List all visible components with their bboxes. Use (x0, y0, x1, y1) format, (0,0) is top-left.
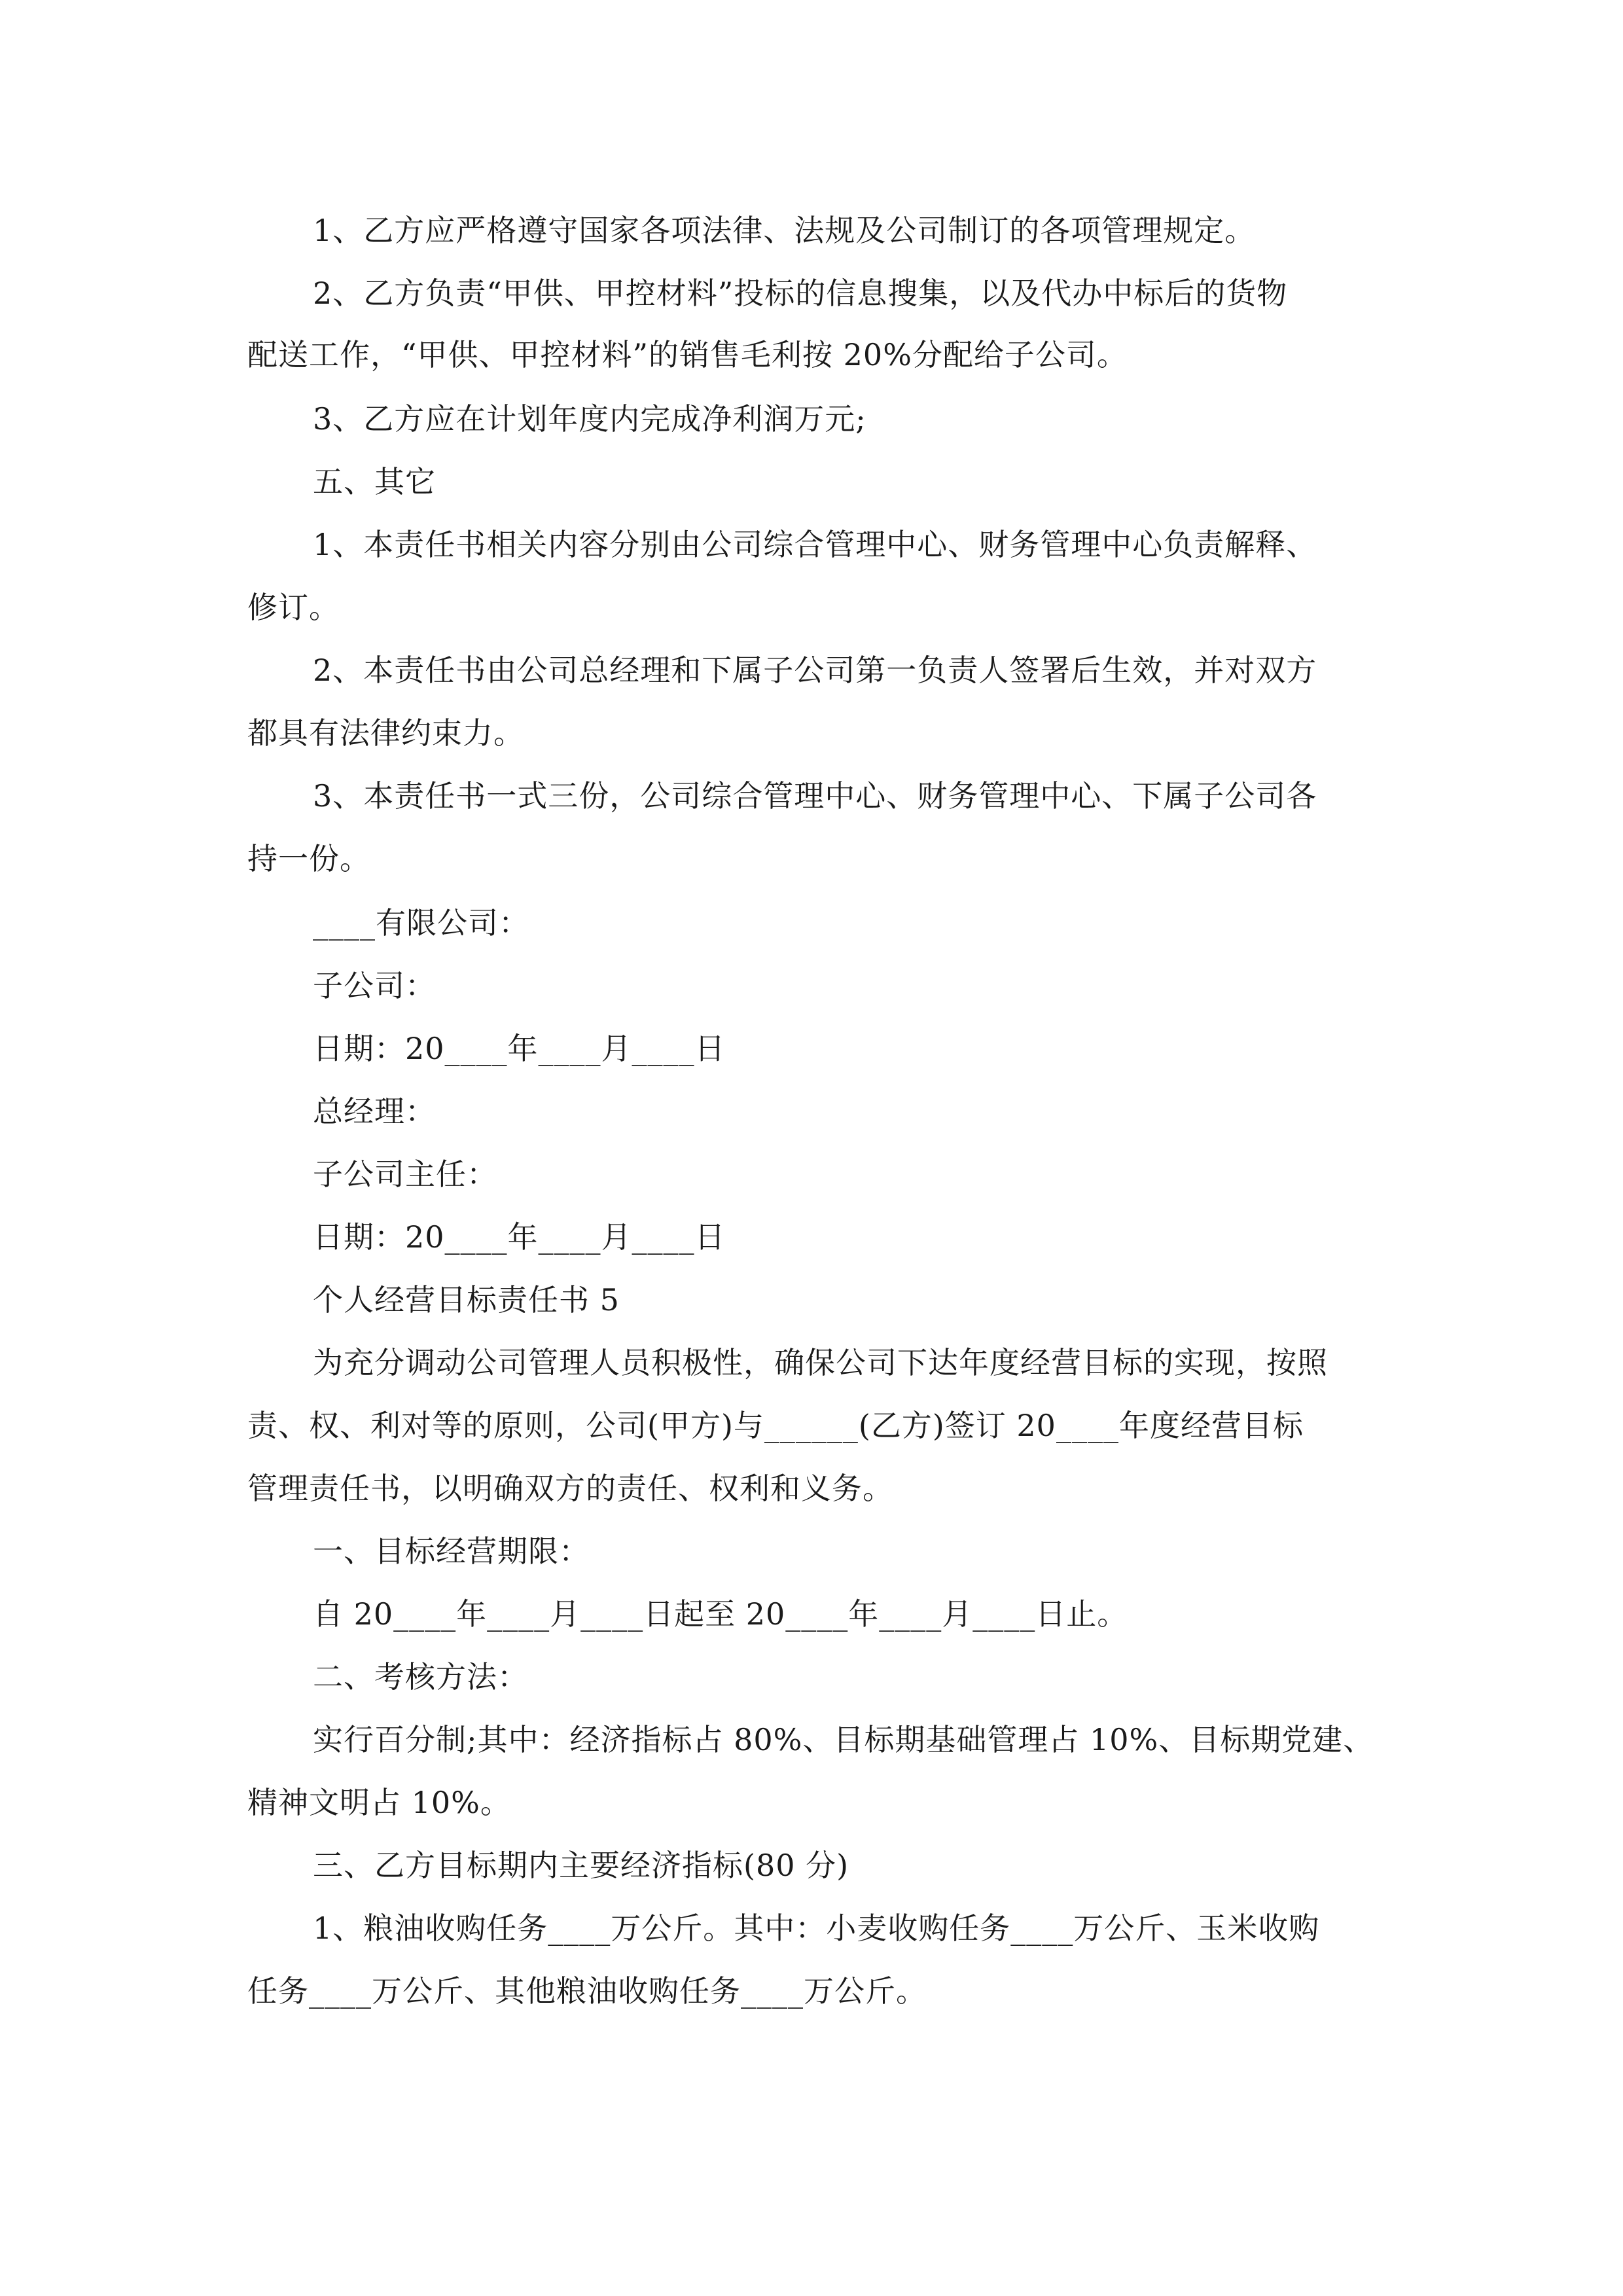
text-line: 管理责任书，以明确双方的责任、权利和义务。 (247, 1471, 893, 1506)
text-line: 3、本责任书一式三份，公司综合管理中心、财务管理中心、下属子公司各 (313, 778, 1317, 814)
text-line: 责、权、利对等的原则，公司(甲方)与______(乙方)签订 20____年度经营目标 (247, 1408, 1304, 1443)
signature-line: 子公司： (313, 968, 436, 1003)
text-line: 自 20____年____月____日起至 20____年____月____日止。 (313, 1596, 1128, 1632)
text-line: 3、乙方应在计划年度内完成净利润万元; (313, 401, 866, 437)
text-line: 修订。 (247, 590, 340, 625)
signature-line: 子公司主任： (313, 1157, 497, 1192)
text-line: 1、粮油收购任务____万公斤。其中：小麦收购任务____万公斤、玉米收购 (313, 1910, 1320, 1946)
text-line: 2、乙方负责“甲供、甲控材料”投标的信息搜集，以及代办中标后的货物 (313, 276, 1288, 311)
section-heading: 五、其它 (313, 464, 436, 499)
signature-line: 总经理： (313, 1094, 436, 1129)
document-title: 个人经营目标责任书 5 (313, 1282, 620, 1318)
text-line: 精神文明占 10%。 (247, 1785, 511, 1820)
text-line: 实行百分制;其中：经济指标占 80%、目标期基础管理占 10%、目标期党建、 (313, 1722, 1374, 1757)
text-line: 持一份。 (247, 841, 370, 876)
text-line: 1、乙方应严格遵守国家各项法律、法规及公司制订的各项管理规定。 (313, 213, 1256, 248)
date-line: 日期：20____年____月____日 (313, 1031, 726, 1066)
text-line: 1、本责任书相关内容分别由公司综合管理中心、财务管理中心负责解释、 (313, 527, 1317, 562)
text-line: 配送工作，“甲供、甲控材料”的销售毛利按 20%分配给子公司。 (247, 337, 1128, 372)
text-line: 任务____万公斤、其他粮油收购任务____万公斤。 (247, 1973, 927, 2009)
text-line: 都具有法律约束力。 (247, 715, 524, 751)
section-heading: 一、目标经营期限： (313, 1534, 590, 1569)
text-line: 为充分调动公司管理人员积极性，确保公司下达年度经营目标的实现，按照 (313, 1345, 1328, 1380)
date-line: 日期：20____年____月____日 (313, 1219, 726, 1255)
section-heading: 三、乙方目标期内主要经济指标(80 分) (313, 1848, 849, 1883)
section-heading: 二、考核方法： (313, 1659, 528, 1695)
text-line: 2、本责任书由公司总经理和下属子公司第一负责人签署后生效，并对双方 (313, 653, 1317, 688)
signature-line: ____有限公司： (313, 905, 529, 941)
